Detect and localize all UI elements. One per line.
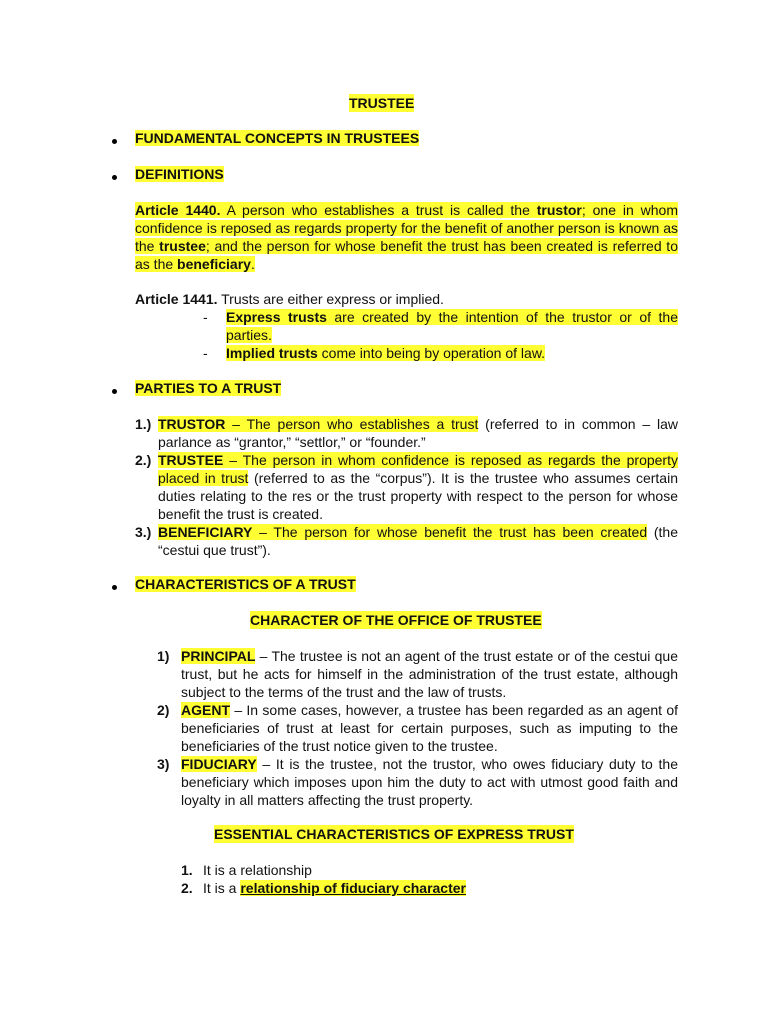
bullet-fundamental-concepts xyxy=(112,129,419,147)
bullet-label: CHARACTERISTICS OF A TRUST xyxy=(135,576,356,592)
article-1440 xyxy=(135,201,678,273)
office-principal: PRINCIPAL – The trustee is not an agent of the trust estate or of the cestui que trust, but he acts for himself in the administration of the trust estate, although subject to the terms of the trust and the law of trusts. xyxy=(181,648,678,700)
office-fiduciary: FIDUCIARY – It is the trustee, not the trustor, who owes fiduciary duty to the beneficiary which imposes upon him the duty to act with utmost good faith and loyalty in all matters affecting the trust property. xyxy=(181,756,678,808)
page-title: TRUSTEE xyxy=(349,95,415,111)
party-beneficiary: BENEFICIARY – The person for whose benefit the trust has been created (the “cestui que trust”). xyxy=(158,524,678,558)
office-number-1: 1) xyxy=(157,648,170,664)
express-item-1: It is a relationship xyxy=(203,862,312,878)
express-heading: ESSENTIAL CHARACTERISTICS OF EXPRESS TRUST xyxy=(214,826,574,842)
article-1441: Article 1441. Trusts are either express or implied. xyxy=(135,291,444,307)
article-1440-text: Article 1440. A person who establishes a trust is called the trustor; one in whom confidence is reposed as regards property for the benefit of another person is known as the trustee; and the person for whose benefit the trust has been created is referred to as the beneficiary. xyxy=(135,202,678,272)
bullet-parties xyxy=(112,379,281,397)
express-item-2: It is a relationship of fiduciary character xyxy=(203,880,466,896)
bullet-definitions xyxy=(112,165,224,183)
party-trustor: TRUSTOR – The person who establishes a trust (referred to in common – law parlance as “grantor,” “settlor,” or “founder.” xyxy=(158,416,678,450)
bullet-icon xyxy=(112,585,117,590)
express-trusts-item: Express trusts are created by the intention of the trustor or of the parties. xyxy=(226,309,678,343)
dash-implied: - xyxy=(203,345,208,361)
office-agent: AGENT – In some cases, however, a trustee has been regarded as an agent of beneficiaries of trust at least for certain purposes, such as imputing to the beneficiaries of the trust notice given to the trustee. xyxy=(181,702,678,754)
implied-trusts-item: Implied trusts come into being by operation of law. xyxy=(226,345,546,361)
party-number-2: 2.) xyxy=(135,452,152,468)
bullet-label: DEFINITIONS xyxy=(135,166,224,182)
party-number-3: 3.) xyxy=(135,524,152,540)
office-number-3: 3) xyxy=(157,756,170,772)
office-number-2: 2) xyxy=(157,702,170,718)
express-number-1: 1. xyxy=(181,862,193,878)
bullet-icon xyxy=(112,139,117,144)
bullet-characteristics xyxy=(112,575,356,593)
bullet-label: FUNDAMENTAL CONCEPTS IN TRUSTEES xyxy=(135,130,420,146)
party-number-1: 1.) xyxy=(135,416,152,432)
bullet-label: PARTIES TO A TRUST xyxy=(135,380,282,396)
express-number-2: 2. xyxy=(181,880,193,896)
bullet-icon xyxy=(112,389,117,394)
bullet-icon xyxy=(112,175,117,180)
dash-express: - xyxy=(203,309,208,325)
party-trustee: TRUSTEE – The person in whom confidence is reposed as regards the property placed in trust (referred to as the “corpus”). It is the trustee who assumes certain duties relating to the res or the trust property with respect to the person for whose benefit the trust is created. xyxy=(158,452,678,522)
office-heading: CHARACTER OF THE OFFICE OF TRUSTEE xyxy=(250,612,542,628)
